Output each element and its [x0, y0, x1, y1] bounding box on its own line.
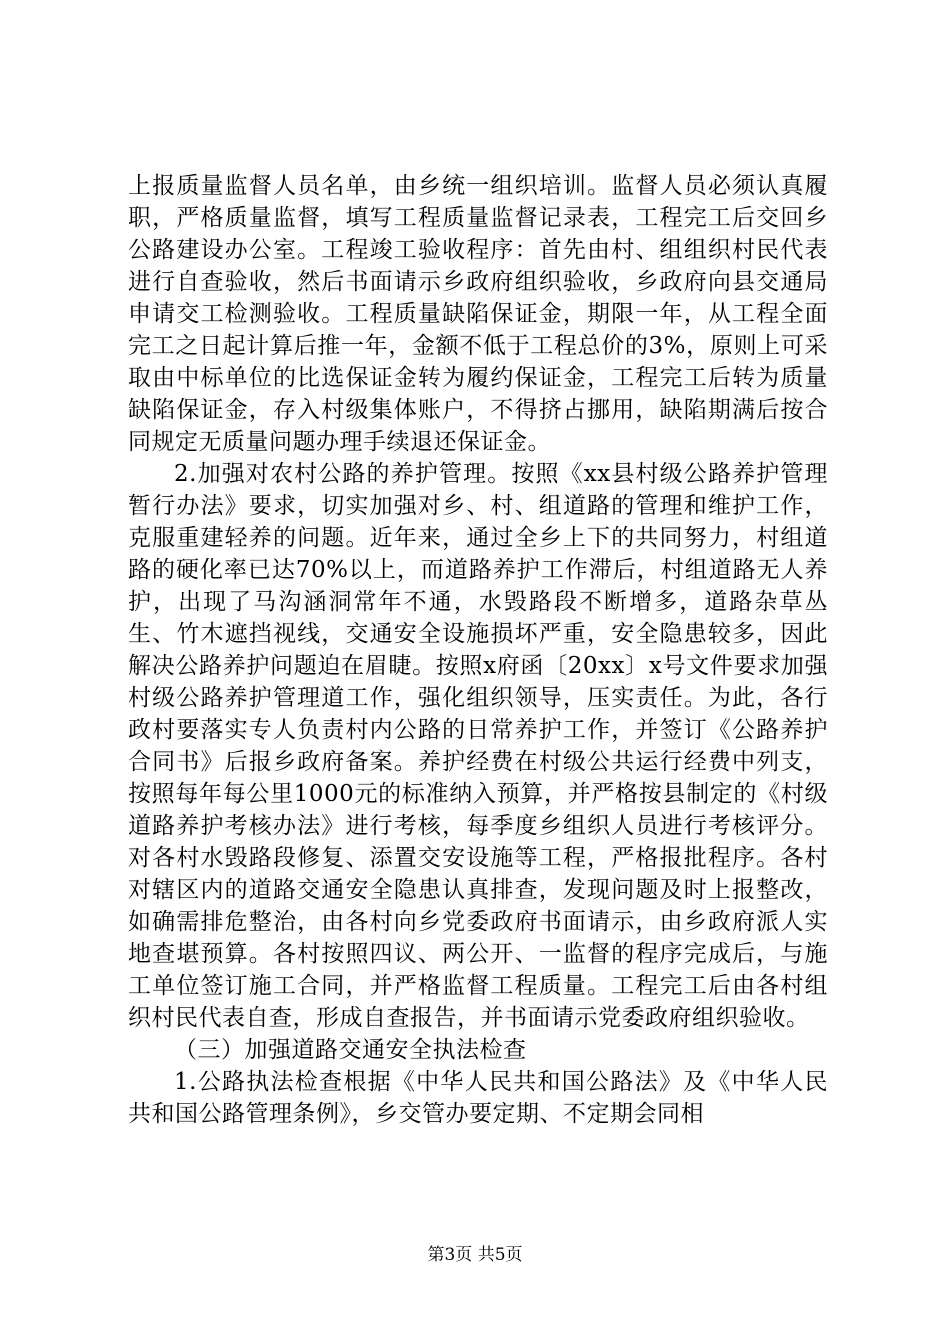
paragraph-1: 上报质量监督人员名单，由乡统一组织培训。监督人员必须认真履职，严格质量监督，填写工程质量监督记录表，工程完工后交回乡公路建设办公室。工程竣工验收程序：首先由村、组组织村民代表进行自查验收，然后书面请示乡政府组织验收，乡政府向县交通局申请交工检测验收。工程质量缺陷保证金，期限一年，从工程全面完工之日起计算后推一年，金额不低于工程总价的3%，原则上可采取由中标单位的比选保证金转为履约保证金，工程完工后转为质量缺陷保证金，存入村级集体账户，不得挤占挪用，缺陷期满后按合同规定无质量问题办理手续退还保证金。 — [128, 173, 828, 455]
body-text — [128, 170, 828, 1130]
page-footer: 第3页 共5页 — [427, 1245, 523, 1265]
paragraph-3: 1.公路执法检查根据《中华人民共和国公路法》及《中华人民共和国公路管理条例》，乡交管办要定期、不定期会同相 — [128, 1069, 828, 1127]
paragraph-2: 2.加强对农村公路的养护管理。按照《xx县村级公路养护管理暂行办法》要求，切实加强对乡、村、组道路的管理和维护工作，克服重建轻养的问题。近年来，通过全乡上下的共同努力，村组道路的硬化率已达70%以上，而道路养护工作滞后，村组道路无人养护，出现了马沟涵洞常年不通，水毁路段不断增多，道路杂草丛生、竹木遮挡视线，交通安全设施损坏严重，安全隐患较多，因此解决公路养护问题迫在眉睫。按照x府函〔20xx〕x号文件要求加强村级公路养护管理道工作，强化组织领导，压实责任。为此，各行政村要落实专人负责村内公路的日常养护工作，并签订《公路养护合同书》后报乡政府备案。养护经费在村级公共运行经费中列支，按照每年每公里1000元的标准纳入预算，并严格按县制定的《村级道路养护考核办法》进行考核，每季度乡组织人员进行考核评分。对各村水毁路段修复、添置交安设施等工程，严格报批程序。各村对辖区内的道路交通安全隐患认真排查，发现问题及时上报整改，如确需排危整治，由各村向乡党委政府书面请示，由乡政府派人实地查堪预算。各村按照四议、两公开、一监督的程序完成后，与施工单位签订施工合同，并严格监督工程质量。工程完工后由各村组织村民代表自查，形成自查报告，并书面请示党委政府组织验收。 — [128, 461, 828, 1031]
section-heading: （三）加强道路交通安全执法检查 — [174, 1037, 527, 1063]
